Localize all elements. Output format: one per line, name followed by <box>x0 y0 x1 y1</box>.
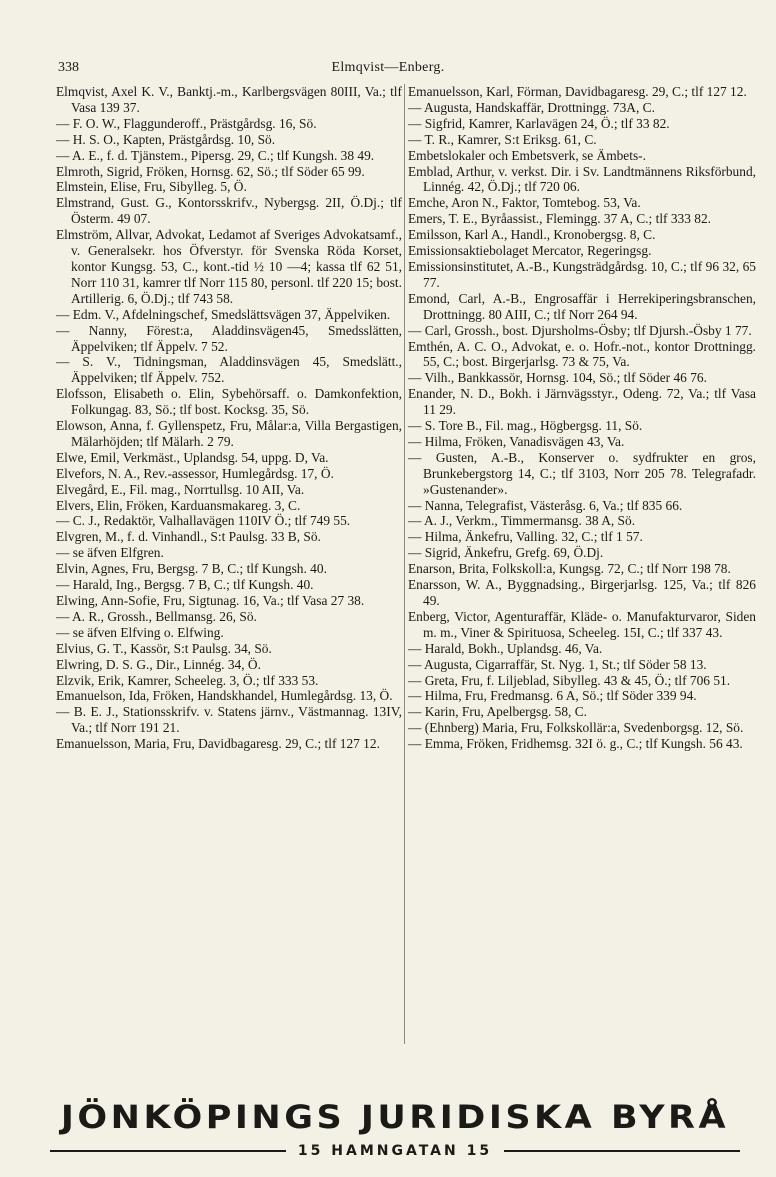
column-divider <box>404 84 405 1044</box>
directory-entry: — Hilma, Fröken, Vanadisvägen 43, Va. <box>408 433 625 449</box>
directory-entry: — Karin, Fru, Apelbergsg. 58, C. <box>408 704 588 720</box>
directory-entry: Elmroth, Sigrid, Fröken, Hornsg. 62, Sö.; tlf Söder 65 99. <box>56 163 365 179</box>
directory-entry: — Vilh., Bankkassör, Hornsg. 104, Sö.; tlf Söder 46 76. <box>408 370 707 386</box>
directory-entry: Emblad, Arthur, v. verkst. Dir. i Sv. Landtmännens Riksförbund, Linnég. 42, Ö.Dj.; tlf 720 06. <box>408 163 756 195</box>
directory-entry: — Sigrid, Änkefru, Grefg. 69, Ö.Dj. <box>408 545 604 561</box>
directory-entry: Elwe, Emil, Verkmäst., Uplandsg. 54, uppg. D, Va. <box>56 449 329 465</box>
ad-rule-left <box>50 1150 286 1152</box>
directory-entry: — Nanna, Telegrafist, Västeråsg. 6, Va.; tlf 835 66. <box>408 497 683 513</box>
running-head: Elmqvist—Enberg. <box>331 60 445 75</box>
directory-entry: Emanuelson, Ida, Fröken, Handskhandel, Humlegårdsg. 13, Ö. <box>56 688 393 704</box>
directory-entry: — S. Tore B., Fil. mag., Högbergsg. 11, Sö. <box>408 418 643 434</box>
directory-entry: Elwing, Ann-Sofie, Fru, Sigtunag. 16, Va.; tlf Vasa 27 38. <box>56 593 365 608</box>
directory-entry: Enberg, Victor, Agenturaffär, Kläde- o. Manufakturvaror, Siden m. m., Viner & Spirituosa, Scheeleg. 15I, C.; tlf 337 43. <box>408 608 756 640</box>
directory-entry: — (Ehnberg) Maria, Fru, Folkskollär:a, Svedenborgsg. 12, Sö. <box>408 720 744 736</box>
directory-entry: — Hilma, Änkefru, Valling. 32, C.; tlf 1 57. <box>408 529 643 545</box>
directory-entry: Elmqvist, Axel K. V., Banktj.-m., Karlbergsvägen 80III, Va.; tlf Vasa 139 37. <box>56 84 402 115</box>
directory-entry: Enarsson, W. A., Byggnadsing., Birgerjarlsg. 125, Va.; tlf 826 49. <box>408 577 756 608</box>
directory-entry: Elvers, Elin, Fröken, Karduansmakareg. 3, C. <box>56 497 301 513</box>
directory-entry: Elvegård, E., Fil. mag., Norrtullsg. 10 AII, Va. <box>56 481 305 497</box>
directory-entry: — Harald, Bokh., Uplandsg. 46, Va. <box>408 640 603 656</box>
page-number: 338 <box>58 60 79 75</box>
left-column <box>56 84 402 752</box>
directory-entry: Elvgren, M., f. d. Vinhandl., S:t Paulsg. 33 B, Sö. <box>56 529 321 545</box>
directory-entry: — Sigfrid, Kamrer, Karlavägen 24, Ö.; tlf 33 82. <box>408 115 670 131</box>
ad-address-row <box>50 1143 740 1159</box>
directory-entry: Elvefors, N. A., Rev.-assessor, Humlegårdsg. 17, Ö. <box>56 465 334 481</box>
directory-entry: Enarson, Brita, Folkskoll:a, Kungsg. 72, C.; tlf Norr 198 78. <box>408 561 731 577</box>
directory-entry: Elmström, Allvar, Advokat, Ledamot af Sveriges Advokatsamf., v. Generalsekr. hos Öfverstyr. för Svenska Röda Korset, kontor Kungsg. 53, C., kont.-tid ½ 10 —4; kassa tlf 62 51, Norr 110 31, kamrer tlf Norr 115 80, personl. tlf 220 15; bost. Artillerig. 6, Ö.Dj.; tlf 743 58. <box>56 227 402 306</box>
directory-entry: — Nanny, Förest:a, Aladdinsvägen45, Smedsslätten, Äppelviken; tlf Äppelv. 7 52. <box>56 322 402 354</box>
directory-entry: — A. J., Verkm., Timmermansg. 38 A, Sö. <box>408 513 636 529</box>
ad-address: 15 HAMNGATAN 15 <box>297 1143 493 1159</box>
directory-entry: — T. R., Kamrer, S:t Eriksg. 61, C. <box>408 131 597 147</box>
directory-entry: Emissionsinstitutet, A.-B., Kungsträdgårdsg. 10, C.; tlf 96 32, 65 77. <box>408 258 756 290</box>
directory-entry: — Gusten, A.-B., Konserver o. sydfrukter en gros, Brunkebergstorg 14, C.; tlf 3103, Norr 205 78. Telegrafadr. »Gustenander». <box>408 449 756 497</box>
directory-entry: — B. E. J., Stationsskrifv. v. Statens järnv., Västmannag. 13IV, Va.; tlf Norr 191 21. <box>56 704 402 736</box>
directory-entry: — Edm. V., Afdelningschef, Smedslättsvägen 37, Äppelviken. <box>56 306 391 322</box>
directory-entry: — Harald, Ing., Bergsg. 7 B, C.; tlf Kungsh. 40. <box>56 577 314 593</box>
directory-entry: Emanuelsson, Karl, Förman, Davidbagaresg. 29, C.; tlf 127 12. <box>408 84 747 99</box>
directory-entry: Elwring, D. S. G., Dir., Linnég. 34, Ö. <box>56 656 261 672</box>
directory-entry: — S. V., Tidningsman, Aladdinsvägen 45, Smedslätt., Äppelviken; tlf Äppelv. 752. <box>56 354 402 386</box>
directory-entry: — Augusta, Handskaffär, Drottningg. 73A, C. <box>408 99 655 115</box>
ad-title: JÖNKÖPINGS JURIDISKA BYRÅ <box>60 1099 730 1137</box>
directory-entry: — Carl, Grossh., bost. Djursholms-Ösby; tlf Djursh.-Ösby 1 77. <box>408 322 752 338</box>
directory-entry: — se äfven Elfving o. Elfwing. <box>56 624 224 640</box>
directory-entry: — Hilma, Fru, Fredmansg. 6 A, Sö.; tlf Söder 339 94. <box>408 688 697 704</box>
directory-entry: Elowson, Anna, f. Gyllenspetz, Fru, Målar:a, Villa Bergastigen, Mälarhöjden; tlf Mälarh. 2 79. <box>56 418 402 449</box>
directory-entry: — A. E., f. d. Tjänstem., Pipersg. 29, C.; tlf Kungsh. 38 49. <box>56 147 375 163</box>
directory-entry: Emissionsaktiebolaget Mercator, Regeringsg. <box>408 243 652 259</box>
directory-entry: Embetslokaler och Embetsverk, se Ämbets-. <box>408 147 646 163</box>
directory-entry: — Greta, Fru, f. Liljeblad, Sibylleg. 43 & 45, Ö.; tlf 706 51. <box>408 672 731 688</box>
directory-entry: Emche, Aron N., Faktor, Tomtebog. 53, Va. <box>408 195 641 211</box>
directory-entry: — A. R., Grossh., Bellmansg. 26, Sö. <box>56 608 257 624</box>
directory-entry: — se äfven Elfgren. <box>56 545 164 561</box>
directory-entry: Elmstein, Elise, Fru, Sibylleg. 5, Ö. <box>56 179 247 195</box>
directory-entry: — Augusta, Cigarraffär, St. Nyg. 1, St.; tlf Söder 58 13. <box>408 656 707 672</box>
directory-entry: Elvin, Agnes, Fru, Bergsg. 7 B, C.; tlf Kungsh. 40. <box>56 561 327 577</box>
right-column <box>408 84 756 752</box>
ad-rule-right <box>504 1150 740 1152</box>
directory-entry: Emilsson, Karl A., Handl., Kronobergsg. 8, C. <box>408 227 656 243</box>
directory-entry: — C. J., Redaktör, Valhallavägen 110IV Ö.; tlf 749 55. <box>56 513 351 529</box>
directory-entry: Elmstrand, Gust. G., Kontorsskrifv., Nybergsg. 2II, Ö.Dj.; tlf Österm. 49 07. <box>56 195 402 227</box>
directory-entry: Emanuelsson, Maria, Fru, Davidbagaresg. 29, C.; tlf 127 12. <box>56 736 380 752</box>
directory-entry: Elvius, G. T., Kassör, S:t Paulsg. 34, Sö. <box>56 640 272 656</box>
advertisement-banner <box>50 1095 740 1159</box>
directory-entry: Elzvik, Erik, Kamrer, Scheeleg. 3, Ö.; tlf 333 53. <box>56 672 319 688</box>
directory-entry: Elofsson, Elisabeth o. Elin, Sybehörsaff. o. Damkonfektion, Folkungag. 83, Sö.; tlf bost. Kocksg. 35, Sö. <box>56 386 402 418</box>
directory-entry: — Emma, Fröken, Fridhemsg. 32I ö. g., C.; tlf Kungsh. 56 43. <box>408 736 743 752</box>
directory-entry: — H. S. O., Kapten, Prästgårdsg. 10, Sö. <box>56 131 276 147</box>
directory-entry: Emthén, A. C. O., Advokat, e. o. Hofr.-not., kontor Drottningg. 55, C.; bost. Birgerjarlsg. 73 & 75, Va. <box>408 338 756 370</box>
directory-entry: Enander, N. D., Bokh. i Järnvägsstyr., Odeng. 72, Va.; tlf Vasa 11 29. <box>408 386 756 418</box>
directory-entry: Emers, T. E., Byråassist., Flemingg. 37 A, C.; tlf 333 82. <box>408 211 712 227</box>
directory-entry: — F. O. W., Flaggunderoff., Prästgårdsg. 16, Sö. <box>56 115 317 131</box>
directory-entry: Emond, Carl, A.-B., Engrosaffär i Herrekiperingsbranschen, Drottningg. 80 AIII, C.; tlf Norr 264 94. <box>408 290 756 322</box>
